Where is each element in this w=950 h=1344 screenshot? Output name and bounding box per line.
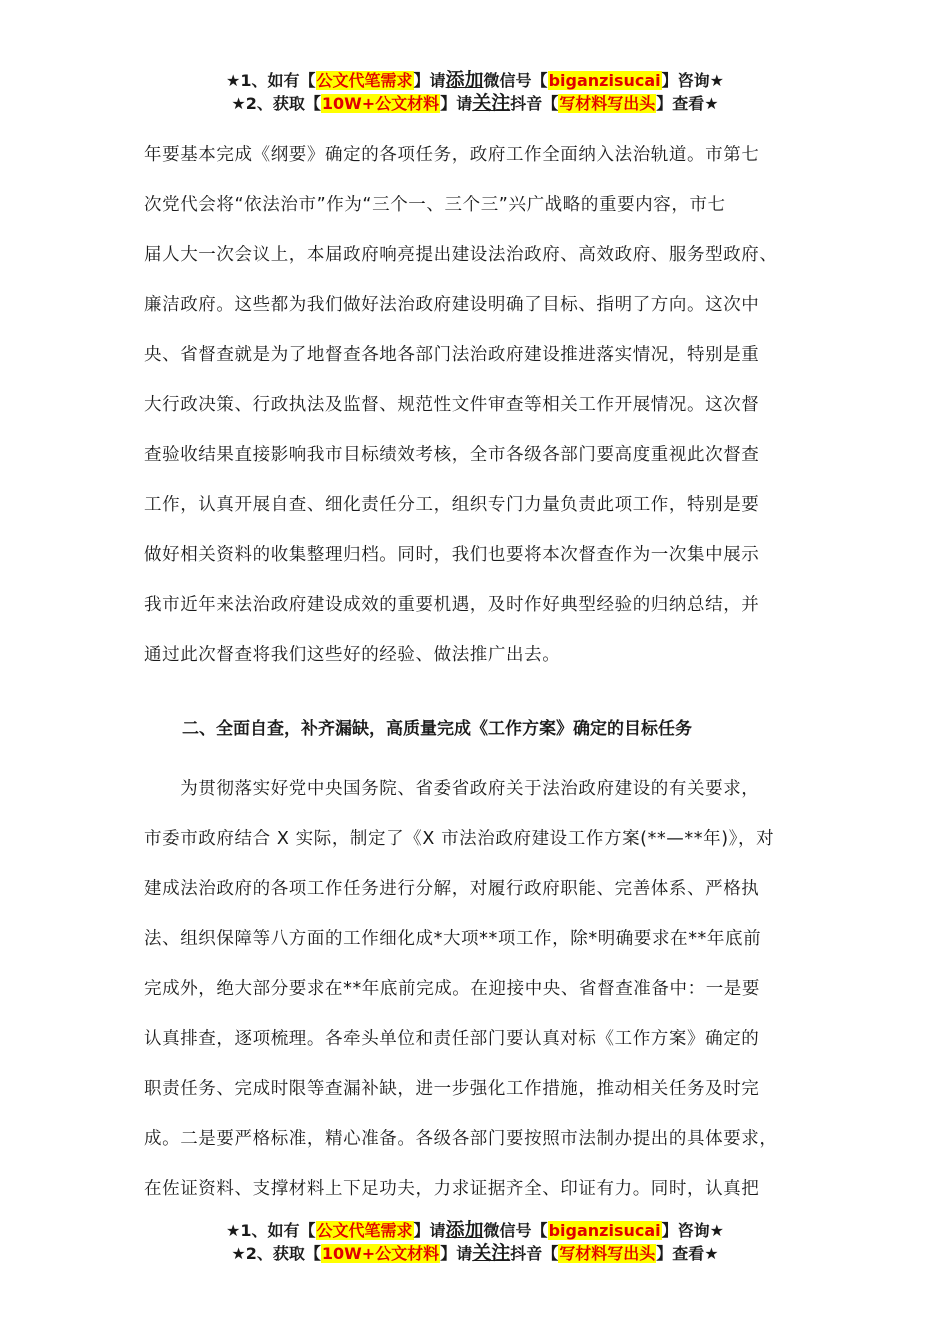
banner-line-1 xyxy=(0,69,950,92)
banner-text: 抖音【 xyxy=(510,1244,559,1263)
banner-text: 】请 xyxy=(440,94,473,113)
banner-text: 抖音【 xyxy=(510,94,559,113)
banner-text: 】查看★ xyxy=(656,1244,719,1263)
text-line: 为贯彻落实好党中央国务院、省委省政府关于法治政府建设的有关要求， xyxy=(144,779,760,799)
text-line: 次党代会将“依法治市”作为“三个一、三个三”兴广战略的重要内容，市七 xyxy=(144,195,726,215)
banner-line-2 xyxy=(0,1242,950,1265)
document-body xyxy=(144,130,824,1214)
text-line: 届人大一次会议上，本届政府响亮提出建设法治政府、高效政府、服务型政府、 xyxy=(144,245,778,265)
text-line: 市委市政府结合 X 实际，制定了《X 市法治政府建设工作方案(**—**年)》，对 xyxy=(144,829,775,849)
footer-banner xyxy=(0,1219,950,1265)
banner-highlight: biganzisucai xyxy=(548,71,661,90)
text-line: 法、组织保障等八方面的工作细化成*大项**项工作，除*明确要求在**年底前 xyxy=(144,929,762,949)
banner-highlight: 10W+公文材料 xyxy=(321,1244,440,1263)
text-line: 在佐证资料、支撑材料上下足功夫，力求证据齐全、印证有力。同时，认真把 xyxy=(144,1179,760,1199)
paragraph-2 xyxy=(144,764,824,1214)
banner-text: 】请 xyxy=(440,1244,473,1263)
banner-text: ★2、获取【 xyxy=(231,1244,321,1263)
banner-emphasis: 关注 xyxy=(472,92,511,114)
banner-highlight: 公文代笔需求 xyxy=(316,71,413,90)
banner-line-2 xyxy=(0,92,950,115)
banner-line-1 xyxy=(0,1219,950,1242)
banner-text: 】咨询★ xyxy=(661,1221,724,1240)
banner-highlight: 公文代笔需求 xyxy=(316,1221,413,1240)
text-line: 成。二是要严格标准，精心准备。各级各部门要按照市法制办提出的具体要求， xyxy=(144,1129,778,1149)
banner-highlight: 写材料写出头 xyxy=(559,1244,656,1263)
banner-text: 微信号【 xyxy=(483,1221,548,1240)
banner-text: 】查看★ xyxy=(656,94,719,113)
text-line: 职责任务、完成时限等查漏补缺，进一步强化工作措施，推动相关任务及时完 xyxy=(144,1079,760,1099)
text-line: 工作，认真开展自查、细化责任分工，组织专门力量负责此项工作，特别是要 xyxy=(144,495,760,515)
text-line: 认真排查，逐项梳理。各牵头单位和责任部门要认真对标《工作方案》确定的 xyxy=(144,1029,760,1049)
banner-highlight: 写材料写出头 xyxy=(559,94,656,113)
banner-emphasis: 添加 xyxy=(445,69,484,91)
text-line: 年要基本完成《纲要》确定的各项任务，政府工作全面纳入法治轨道。市第七 xyxy=(144,145,760,165)
text-line: 央、省督查就是为了地督查各地各部门法治政府建设推进落实情况，特别是重 xyxy=(144,345,760,365)
section-heading: 二、全面自查，补齐漏缺，高质量完成《工作方案》确定的目标任务 xyxy=(182,719,692,739)
text-line: 大行政决策、行政执法及监督、规范性文件审查等相关工作开展情况。这次督 xyxy=(144,395,760,415)
banner-text: ★1、如有【 xyxy=(226,71,316,90)
text-line: 完成外，绝大部分要求在**年底前完成。在迎接中央、省督查准备中：一是要 xyxy=(144,979,760,999)
text-line: 我市近年来法治政府建设成效的重要机遇，及时作好典型经验的归纳总结，并 xyxy=(144,595,760,615)
banner-text: ★1、如有【 xyxy=(226,1221,316,1240)
text-line: 廉洁政府。这些都为我们做好法治政府建设明确了目标、指明了方向。这次中 xyxy=(144,295,760,315)
text-line: 做好相关资料的收集整理归档。同时，我们也要将本次督查作为一次集中展示 xyxy=(144,545,760,565)
text-line: 建成法治政府的各项工作任务进行分解，对履行政府职能、完善体系、严格执 xyxy=(144,879,760,899)
text-line: 查验收结果直接影响我市目标绩效考核，全市各级各部门要高度重视此次督查 xyxy=(144,445,760,465)
banner-text: 】请 xyxy=(413,71,446,90)
paragraph-1 xyxy=(144,130,824,680)
banner-emphasis: 添加 xyxy=(445,1219,484,1241)
banner-emphasis: 关注 xyxy=(472,1242,511,1264)
banner-text: 微信号【 xyxy=(483,71,548,90)
banner-highlight: biganzisucai xyxy=(548,1221,661,1240)
header-banner xyxy=(0,69,950,115)
banner-text: 】咨询★ xyxy=(661,71,724,90)
banner-text: ★2、获取【 xyxy=(231,94,321,113)
text-line: 通过此次督查将我们这些好的经验、做法推广出去。 xyxy=(144,645,561,665)
banner-text: 】请 xyxy=(413,1221,446,1240)
banner-highlight: 10W+公文材料 xyxy=(321,94,440,113)
